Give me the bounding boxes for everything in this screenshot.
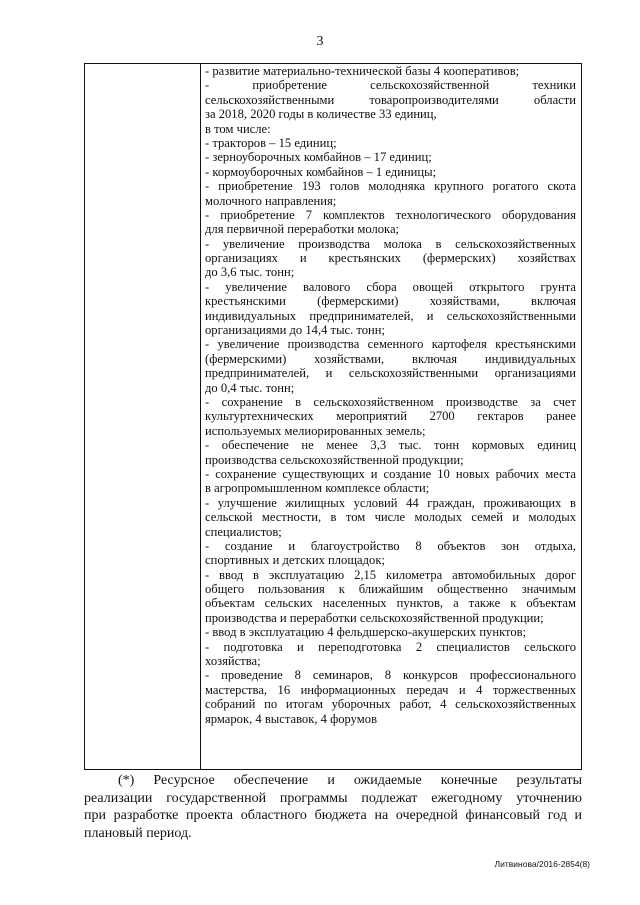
table-text-line: мастерства, 16 информационных передач и 4 торжественных	[205, 682, 576, 697]
table-text-line: хозяйства;	[205, 654, 261, 669]
table-text-line: - приобретение 193 голов молодняка крупного рогатого скота	[205, 179, 576, 194]
table-text-line: общего пользования к ближайшим общественно значимым	[205, 582, 576, 597]
table-text-line: ярмарок, 4 выставок, 4 форумов	[205, 711, 378, 726]
footnote-line: (*) Ресурсное обеспечение и ожидаемые конечные результаты	[118, 773, 582, 788]
table-text-line: - развитие материально-технической базы 4 кооперативов;	[205, 64, 520, 78]
table-text-line: за 2018, 2020 годы в количестве 33 единиц,	[205, 107, 437, 122]
table-text-line: для первичной переработки молока;	[205, 222, 400, 237]
table-text-line: крестьянскими (фермерскими) хозяйствами, включая	[205, 294, 576, 309]
table-text-line: - зерноуборочных комбайнов – 17 единиц;	[205, 150, 432, 165]
table-text-line: до 3,6 тыс. тонн;	[205, 265, 295, 280]
table-text-line: - проведение 8 семинаров, 8 конкурсов профессионального	[205, 668, 576, 683]
results-table	[84, 63, 582, 770]
table-text-line: - сохранение в сельскохозяйственном производстве за счет	[205, 394, 576, 409]
table-text-line: спортивных и детских площадок;	[205, 553, 385, 568]
table-text-line: - увеличение производства молока в сельскохозяйственных	[205, 236, 576, 251]
footnote-line: реализации государственной программы подлежат ежегодному уточнению	[84, 790, 582, 806]
table-text-line: - приобретение 7 комплектов технологического оборудования	[205, 207, 576, 222]
table-text-line: - увеличение производства семенного картофеля крестьянскими	[205, 337, 576, 352]
table-text-line: предпринимателей, и сельскохозяйственными организациями	[205, 366, 576, 381]
table-right-cell	[201, 64, 581, 769]
table-text-line: культуртехнических мероприятий 2700 гектаров ранее	[205, 409, 576, 424]
table-left-cell	[85, 64, 201, 769]
table-text-line: сельскохозяйственными товаропроизводителями области	[205, 92, 576, 107]
page-number: 3	[316, 34, 324, 49]
table-text-line: сельской местности, в том числе молодых семей и молодых	[205, 510, 576, 525]
table-text-line: до 0,4 тыс. тонн;	[205, 380, 295, 395]
table-text-line: - сохранение существующих и создание 10 новых рабочих места	[205, 466, 576, 481]
table-text-line: объектам сельских населенных пунктов, а также к объектам	[205, 596, 576, 611]
table-text-line: используемых мелиорированных земель;	[205, 423, 426, 438]
table-text-line: в агропромышленном комплексе области;	[205, 481, 430, 496]
table-text-line: индивидуальных предпринимателей, и сельскохозяйственными	[205, 308, 576, 323]
table-text-line: - улучшение жилищных условий 44 граждан, проживающих в	[205, 495, 576, 510]
table-text-line: в том числе:	[205, 121, 271, 136]
table-text-line: производства сельскохозяйственной продукции;	[205, 452, 464, 467]
table-text-line: молочного направления;	[205, 193, 337, 208]
table-text-line: - тракторов – 15 единиц;	[205, 135, 337, 150]
table-text-line: организациями до 14,4 тыс. тонн;	[205, 323, 386, 338]
table-text-line: - подготовка и переподготовка 2 специалистов сельского	[205, 639, 576, 654]
footnote-line: плановый период.	[84, 825, 192, 841]
author-mark: Литвинова/2016-2854(8)	[494, 859, 590, 869]
table-text-line: производства и переработки сельскохозяйственной продукции;	[205, 610, 544, 625]
table-text-line: - создание и благоустройство 8 объектов зон отдыха,	[205, 538, 576, 553]
footnote	[84, 772, 582, 842]
table-text-line: организациях и крестьянских (фермерских) хозяйствах	[205, 251, 576, 266]
table-text-line: - обеспечение не менее 3,3 тыс. тонн кормовых единиц	[205, 438, 576, 453]
table-text-line: - ввод в эксплуатацию 2,15 километра автомобильных дорог	[205, 567, 576, 582]
table-text-line: (фермерскими) хозяйствами, включая индивидуальных	[205, 351, 576, 366]
table-text-line: - увеличение валового сбора овощей открытого грунта	[205, 279, 576, 294]
table-text-line: - кормоуборочных комбайнов – 1 единицы;	[205, 164, 437, 179]
footnote-line: при разработке проекта областного бюджета на очередной финансовый год и	[84, 808, 582, 823]
table-text-line: - ввод в эксплуатацию 4 фельдшерско-акушерских пунктов;	[205, 625, 527, 640]
table-text-line: специалистов;	[205, 524, 282, 539]
table-text-line: - приобретение сельскохозяйственной техники	[205, 78, 576, 93]
table-text-line: собраний по итогам уборочных работ, 4 сельскохозяйственных	[205, 697, 576, 712]
